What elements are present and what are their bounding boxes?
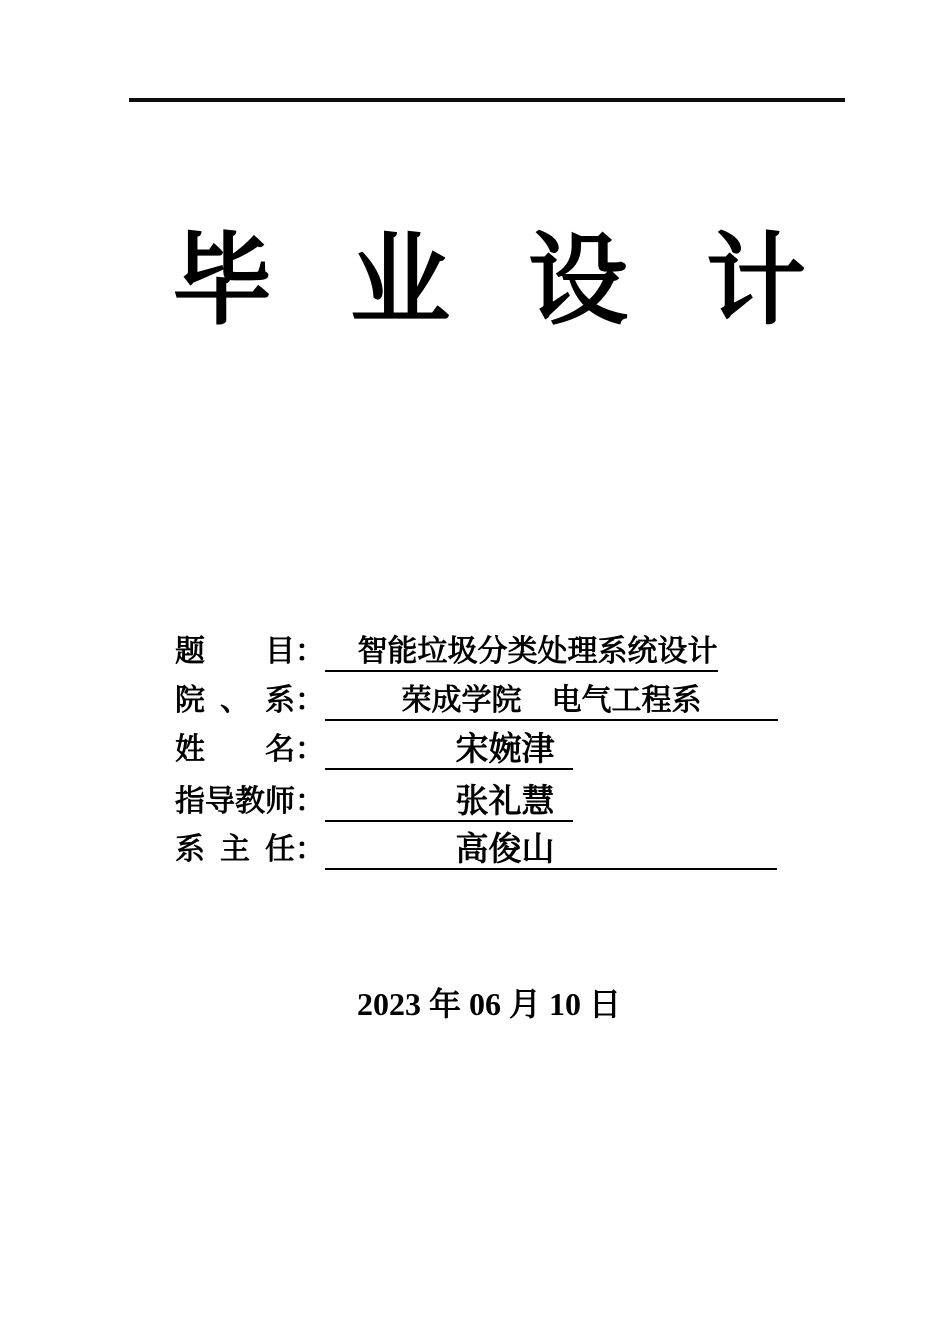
field-row-advisor (175, 784, 573, 822)
date-line: 2023 年 06 月 10 日 (356, 986, 621, 1022)
field-label-dept-head: 系主任 (175, 833, 295, 866)
field-label-topic: 题目 (175, 635, 295, 668)
label-colon: ： (295, 635, 325, 668)
field-label-department: 院、系 (175, 684, 295, 717)
field-row-topic (175, 634, 718, 672)
label-colon: ： (295, 733, 325, 766)
field-label-name: 姓名 (175, 733, 295, 766)
label-colon: ： (295, 833, 325, 866)
label-colon: ： (295, 684, 325, 717)
field-value-topic: 智能垃圾分类处理系统设计 (325, 634, 718, 672)
field-row-department (175, 683, 778, 721)
field-value-department: 荣成学院 电气工程系 (325, 683, 778, 721)
field-value-name: 宋婉津 (325, 732, 573, 770)
header-rule (129, 98, 845, 102)
field-row-name (175, 732, 573, 770)
main-title: 毕业设计 (172, 226, 884, 337)
field-label-advisor: 指导教师 (175, 785, 295, 818)
label-colon: ： (295, 785, 325, 818)
field-row-dept-head (175, 832, 777, 870)
field-value-dept-head: 高俊山 (325, 832, 777, 870)
field-value-advisor: 张礼慧 (325, 784, 573, 822)
